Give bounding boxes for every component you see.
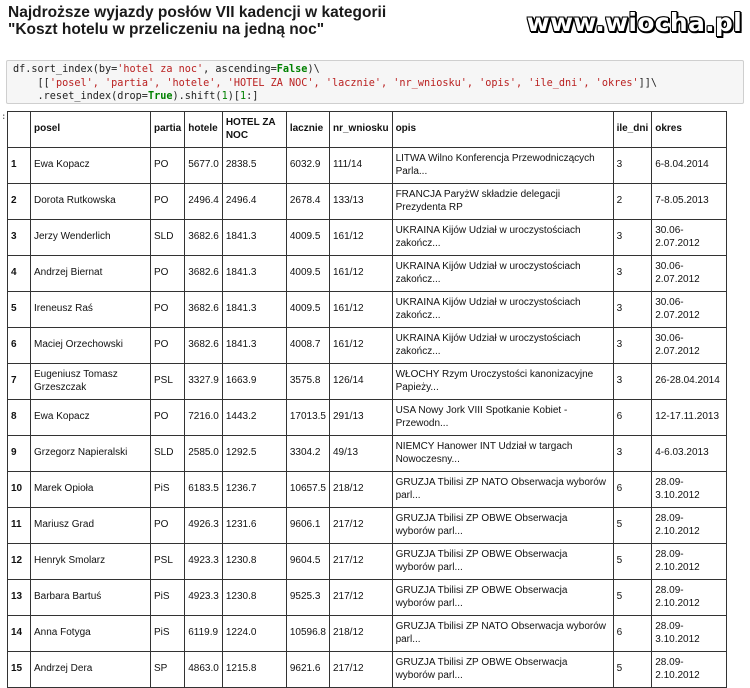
cell-opis: UKRAINA Kijów Udział w uroczystościach zakończ... (392, 328, 613, 364)
table-row (8, 580, 727, 616)
row-index: 7 (8, 364, 31, 400)
cell-lacznie: 4009.5 (286, 220, 329, 256)
cell-partia: PO (151, 148, 185, 184)
cell-okres: 26-28.04.2014 (652, 364, 727, 400)
cell-ile-dni: 3 (613, 148, 652, 184)
cell-nr-wniosku: 217/12 (329, 508, 392, 544)
cell-ile-dni: 5 (613, 652, 652, 688)
code-line-2: [['posel', 'partia', 'hotele', 'HOTEL ZA NOC', 'lacznie', 'nr_wniosku', 'opis', 'ile_dni', 'okres']]\ (13, 77, 658, 89)
cell-posel: Jerzy Wenderlich (31, 220, 151, 256)
cell-ile-dni: 3 (613, 220, 652, 256)
cell-nr-wniosku: 161/12 (329, 256, 392, 292)
cell-posel: Andrzej Biernat (31, 256, 151, 292)
table-row (8, 436, 727, 472)
table-row (8, 616, 727, 652)
header-partia: partia (151, 112, 185, 148)
cell-lacznie: 9525.3 (286, 580, 329, 616)
cell-okres: 6-8.04.2014 (652, 148, 727, 184)
cell-partia: PSL (151, 364, 185, 400)
cell-okres: 12-17.11.2013 (652, 400, 727, 436)
cell-hotele: 7216.0 (185, 400, 223, 436)
cell-nr-wniosku: 161/12 (329, 292, 392, 328)
table-row (8, 148, 727, 184)
row-index: 9 (8, 436, 31, 472)
cell-posel: Barbara Bartuś (31, 580, 151, 616)
cell-okres: 28.09-3.10.2012 (652, 472, 727, 508)
table-row (8, 220, 727, 256)
cell-hotel-za-noc: 2838.5 (222, 148, 286, 184)
cell-opis: GRUZJA Tbilisi ZP NATO Obserwacja wyborów parl... (392, 616, 613, 652)
cell-lacznie: 3575.8 (286, 364, 329, 400)
header-index (8, 112, 31, 148)
cell-hotele: 6119.9 (185, 616, 223, 652)
cell-okres: 28.09-2.10.2012 (652, 544, 727, 580)
cell-opis: WŁOCHY Rzym Uroczystości kanonizacyjne Papieży... (392, 364, 613, 400)
cell-nr-wniosku: 217/12 (329, 544, 392, 580)
header-okres: okres (652, 112, 727, 148)
title-line-2: "Koszt hotelu w przeliczeniu na jedną noc" (8, 21, 325, 38)
cell-hotel-za-noc: 1292.5 (222, 436, 286, 472)
cell-nr-wniosku: 161/12 (329, 328, 392, 364)
cell-hotel-za-noc: 1841.3 (222, 328, 286, 364)
dataframe-table (7, 111, 727, 688)
cell-lacznie: 9604.5 (286, 544, 329, 580)
header-opis: opis (392, 112, 613, 148)
header-posel: posel (31, 112, 151, 148)
cell-posel: Grzegorz Napieralski (31, 436, 151, 472)
cell-hotele: 3682.6 (185, 220, 223, 256)
cell-partia: PiS (151, 472, 185, 508)
cell-opis: UKRAINA Kijów Udział w uroczystościach zakończ... (392, 256, 613, 292)
cell-nr-wniosku: 49/13 (329, 436, 392, 472)
header-hotel-za-noc: HOTEL ZA NOC (222, 112, 286, 148)
cell-lacznie: 9621.6 (286, 652, 329, 688)
row-index: 13 (8, 580, 31, 616)
row-index: 10 (8, 472, 31, 508)
cell-opis: LITWA Wilno Konferencja Przewodniczących Parla... (392, 148, 613, 184)
header-hotele: hotele (185, 112, 223, 148)
cell-partia: PO (151, 184, 185, 220)
row-index: 11 (8, 508, 31, 544)
cell-okres: 30.06-2.07.2012 (652, 292, 727, 328)
cell-hotel-za-noc: 1443.2 (222, 400, 286, 436)
cell-opis: GRUZJA Tbilisi ZP OBWE Obserwacja wyborów parl... (392, 580, 613, 616)
cell-opis: USA Nowy Jork VIII Spotkanie Kobiet - Przewodn... (392, 400, 613, 436)
cell-ile-dni: 6 (613, 400, 652, 436)
row-index: 5 (8, 292, 31, 328)
cell-posel: Marek Opioła (31, 472, 151, 508)
cell-ile-dni: 3 (613, 256, 652, 292)
table-row (8, 328, 727, 364)
cell-lacznie: 2678.4 (286, 184, 329, 220)
cell-lacznie: 17013.5 (286, 400, 329, 436)
row-index: 14 (8, 616, 31, 652)
cell-partia: SLD (151, 220, 185, 256)
cell-posel: Ireneusz Raś (31, 292, 151, 328)
cell-hotele: 4923.3 (185, 544, 223, 580)
cell-hotele: 5677.0 (185, 148, 223, 184)
title-line-1: Najdroższe wyjazdy posłów VII kadencji w kategorii (8, 4, 387, 21)
cell-hotel-za-noc: 1230.8 (222, 580, 286, 616)
cell-hotele: 4863.0 (185, 652, 223, 688)
cell-partia: SP (151, 652, 185, 688)
page-title (8, 4, 428, 38)
table-row (8, 652, 727, 688)
table-row (8, 508, 727, 544)
cell-posel: Andrzej Dera (31, 652, 151, 688)
cell-okres: 28.09-2.10.2012 (652, 580, 727, 616)
cell-nr-wniosku: 111/14 (329, 148, 392, 184)
cell-lacznie: 9606.1 (286, 508, 329, 544)
cell-lacznie: 4009.5 (286, 292, 329, 328)
cell-nr-wniosku: 161/12 (329, 220, 392, 256)
cell-okres: 28.09-3.10.2012 (652, 616, 727, 652)
row-index: 3 (8, 220, 31, 256)
header-nr-wniosku: nr_wniosku (329, 112, 392, 148)
table-row (8, 184, 727, 220)
header-ile-dni: ile_dni (613, 112, 652, 148)
cell-posel: Eugeniusz Tomasz Grzeszczak (31, 364, 151, 400)
cell-hotel-za-noc: 1841.3 (222, 256, 286, 292)
cell-okres: 30.06-2.07.2012 (652, 328, 727, 364)
cell-opis: UKRAINA Kijów Udział w uroczystościach zakończ... (392, 220, 613, 256)
row-index: 4 (8, 256, 31, 292)
cell-nr-wniosku: 218/12 (329, 472, 392, 508)
cell-partia: PO (151, 328, 185, 364)
table-row (8, 472, 727, 508)
cell-opis: UKRAINA Kijów Udział w uroczystościach zakończ... (392, 292, 613, 328)
cell-okres: 30.06-2.07.2012 (652, 220, 727, 256)
cell-hotele: 3682.6 (185, 256, 223, 292)
cell-posel: Maciej Orzechowski (31, 328, 151, 364)
cell-ile-dni: 6 (613, 616, 652, 652)
row-index: 15 (8, 652, 31, 688)
cell-partia: PO (151, 400, 185, 436)
cell-lacznie: 6032.9 (286, 148, 329, 184)
cell-hotel-za-noc: 1230.8 (222, 544, 286, 580)
cell-opis: GRUZJA Tbilisi ZP OBWE Obserwacja wyborów parl... (392, 652, 613, 688)
cell-hotele: 6183.5 (185, 472, 223, 508)
cell-opis: FRANCJA ParyżW składzie delegacji Prezydenta RP (392, 184, 613, 220)
table-row (8, 400, 727, 436)
cell-hotele: 3682.6 (185, 292, 223, 328)
cell-hotele: 4926.3 (185, 508, 223, 544)
cell-hotel-za-noc: 1236.7 (222, 472, 286, 508)
cell-hotele: 3327.9 (185, 364, 223, 400)
table-row (8, 364, 727, 400)
row-index: 1 (8, 148, 31, 184)
cell-hotel-za-noc: 1663.9 (222, 364, 286, 400)
cell-ile-dni: 3 (613, 328, 652, 364)
cell-lacznie: 10657.5 (286, 472, 329, 508)
cell-lacznie: 4008.7 (286, 328, 329, 364)
code-cell[interactable] (6, 60, 744, 104)
cell-ile-dni: 5 (613, 580, 652, 616)
cell-posel: Anna Fotyga (31, 616, 151, 652)
cell-ile-dni: 3 (613, 364, 652, 400)
cell-hotele: 4923.3 (185, 580, 223, 616)
cell-okres: 4-6.03.2013 (652, 436, 727, 472)
cell-lacznie: 3304.2 (286, 436, 329, 472)
cell-nr-wniosku: 291/13 (329, 400, 392, 436)
cell-okres: 7-8.05.2013 (652, 184, 727, 220)
cell-posel: Dorota Rutkowska (31, 184, 151, 220)
cell-hotel-za-noc: 1841.3 (222, 220, 286, 256)
output-marker: : (1, 112, 7, 122)
cell-partia: PO (151, 256, 185, 292)
table-row (8, 544, 727, 580)
cell-hotel-za-noc: 1215.8 (222, 652, 286, 688)
cell-partia: PiS (151, 616, 185, 652)
cell-posel: Ewa Kopacz (31, 148, 151, 184)
cell-nr-wniosku: 218/12 (329, 616, 392, 652)
cell-partia: PiS (151, 580, 185, 616)
row-index: 2 (8, 184, 31, 220)
cell-partia: PO (151, 292, 185, 328)
cell-hotel-za-noc: 2496.4 (222, 184, 286, 220)
cell-nr-wniosku: 217/12 (329, 580, 392, 616)
cell-hotele: 3682.6 (185, 328, 223, 364)
cell-posel: Ewa Kopacz (31, 400, 151, 436)
cell-opis: GRUZJA Tbilisi ZP OBWE Obserwacja wyborów parl... (392, 508, 613, 544)
cell-lacznie: 4009.5 (286, 256, 329, 292)
row-index: 8 (8, 400, 31, 436)
cell-hotel-za-noc: 1224.0 (222, 616, 286, 652)
cell-ile-dni: 6 (613, 472, 652, 508)
cell-okres: 28.09-2.10.2012 (652, 652, 727, 688)
cell-hotel-za-noc: 1231.6 (222, 508, 286, 544)
table-body (8, 148, 727, 688)
cell-okres: 28.09-2.10.2012 (652, 508, 727, 544)
cell-posel: Henryk Smolarz (31, 544, 151, 580)
cell-opis: GRUZJA Tbilisi ZP NATO Obserwacja wyborów parl... (392, 472, 613, 508)
cell-posel: Mariusz Grad (31, 508, 151, 544)
cell-ile-dni: 5 (613, 508, 652, 544)
table-header-row (8, 112, 727, 148)
watermark: www.wiocha.pl (526, 8, 742, 37)
code-line-3: .reset_index(drop=True).shift(1)[1:] (13, 91, 259, 102)
cell-opis: NIEMCY Hanower INT Udział w targach Nowoczesny... (392, 436, 613, 472)
cell-partia: SLD (151, 436, 185, 472)
cell-hotel-za-noc: 1841.3 (222, 292, 286, 328)
cell-ile-dni: 2 (613, 184, 652, 220)
cell-partia: PO (151, 508, 185, 544)
cell-hotele: 2496.4 (185, 184, 223, 220)
cell-nr-wniosku: 217/12 (329, 652, 392, 688)
table-row (8, 292, 727, 328)
cell-partia: PSL (151, 544, 185, 580)
cell-lacznie: 10596.8 (286, 616, 329, 652)
code-line-1: df.sort_index(by='hotel za noc', ascending=False)\ (13, 64, 320, 75)
cell-okres: 30.06-2.07.2012 (652, 256, 727, 292)
cell-opis: GRUZJA Tbilisi ZP OBWE Obserwacja wyborów parl... (392, 544, 613, 580)
row-index: 6 (8, 328, 31, 364)
cell-ile-dni: 5 (613, 544, 652, 580)
header-lacznie: lacznie (286, 112, 329, 148)
cell-nr-wniosku: 126/14 (329, 364, 392, 400)
row-index: 12 (8, 544, 31, 580)
cell-ile-dni: 3 (613, 292, 652, 328)
table-row (8, 256, 727, 292)
cell-ile-dni: 3 (613, 436, 652, 472)
cell-nr-wniosku: 133/13 (329, 184, 392, 220)
cell-hotele: 2585.0 (185, 436, 223, 472)
